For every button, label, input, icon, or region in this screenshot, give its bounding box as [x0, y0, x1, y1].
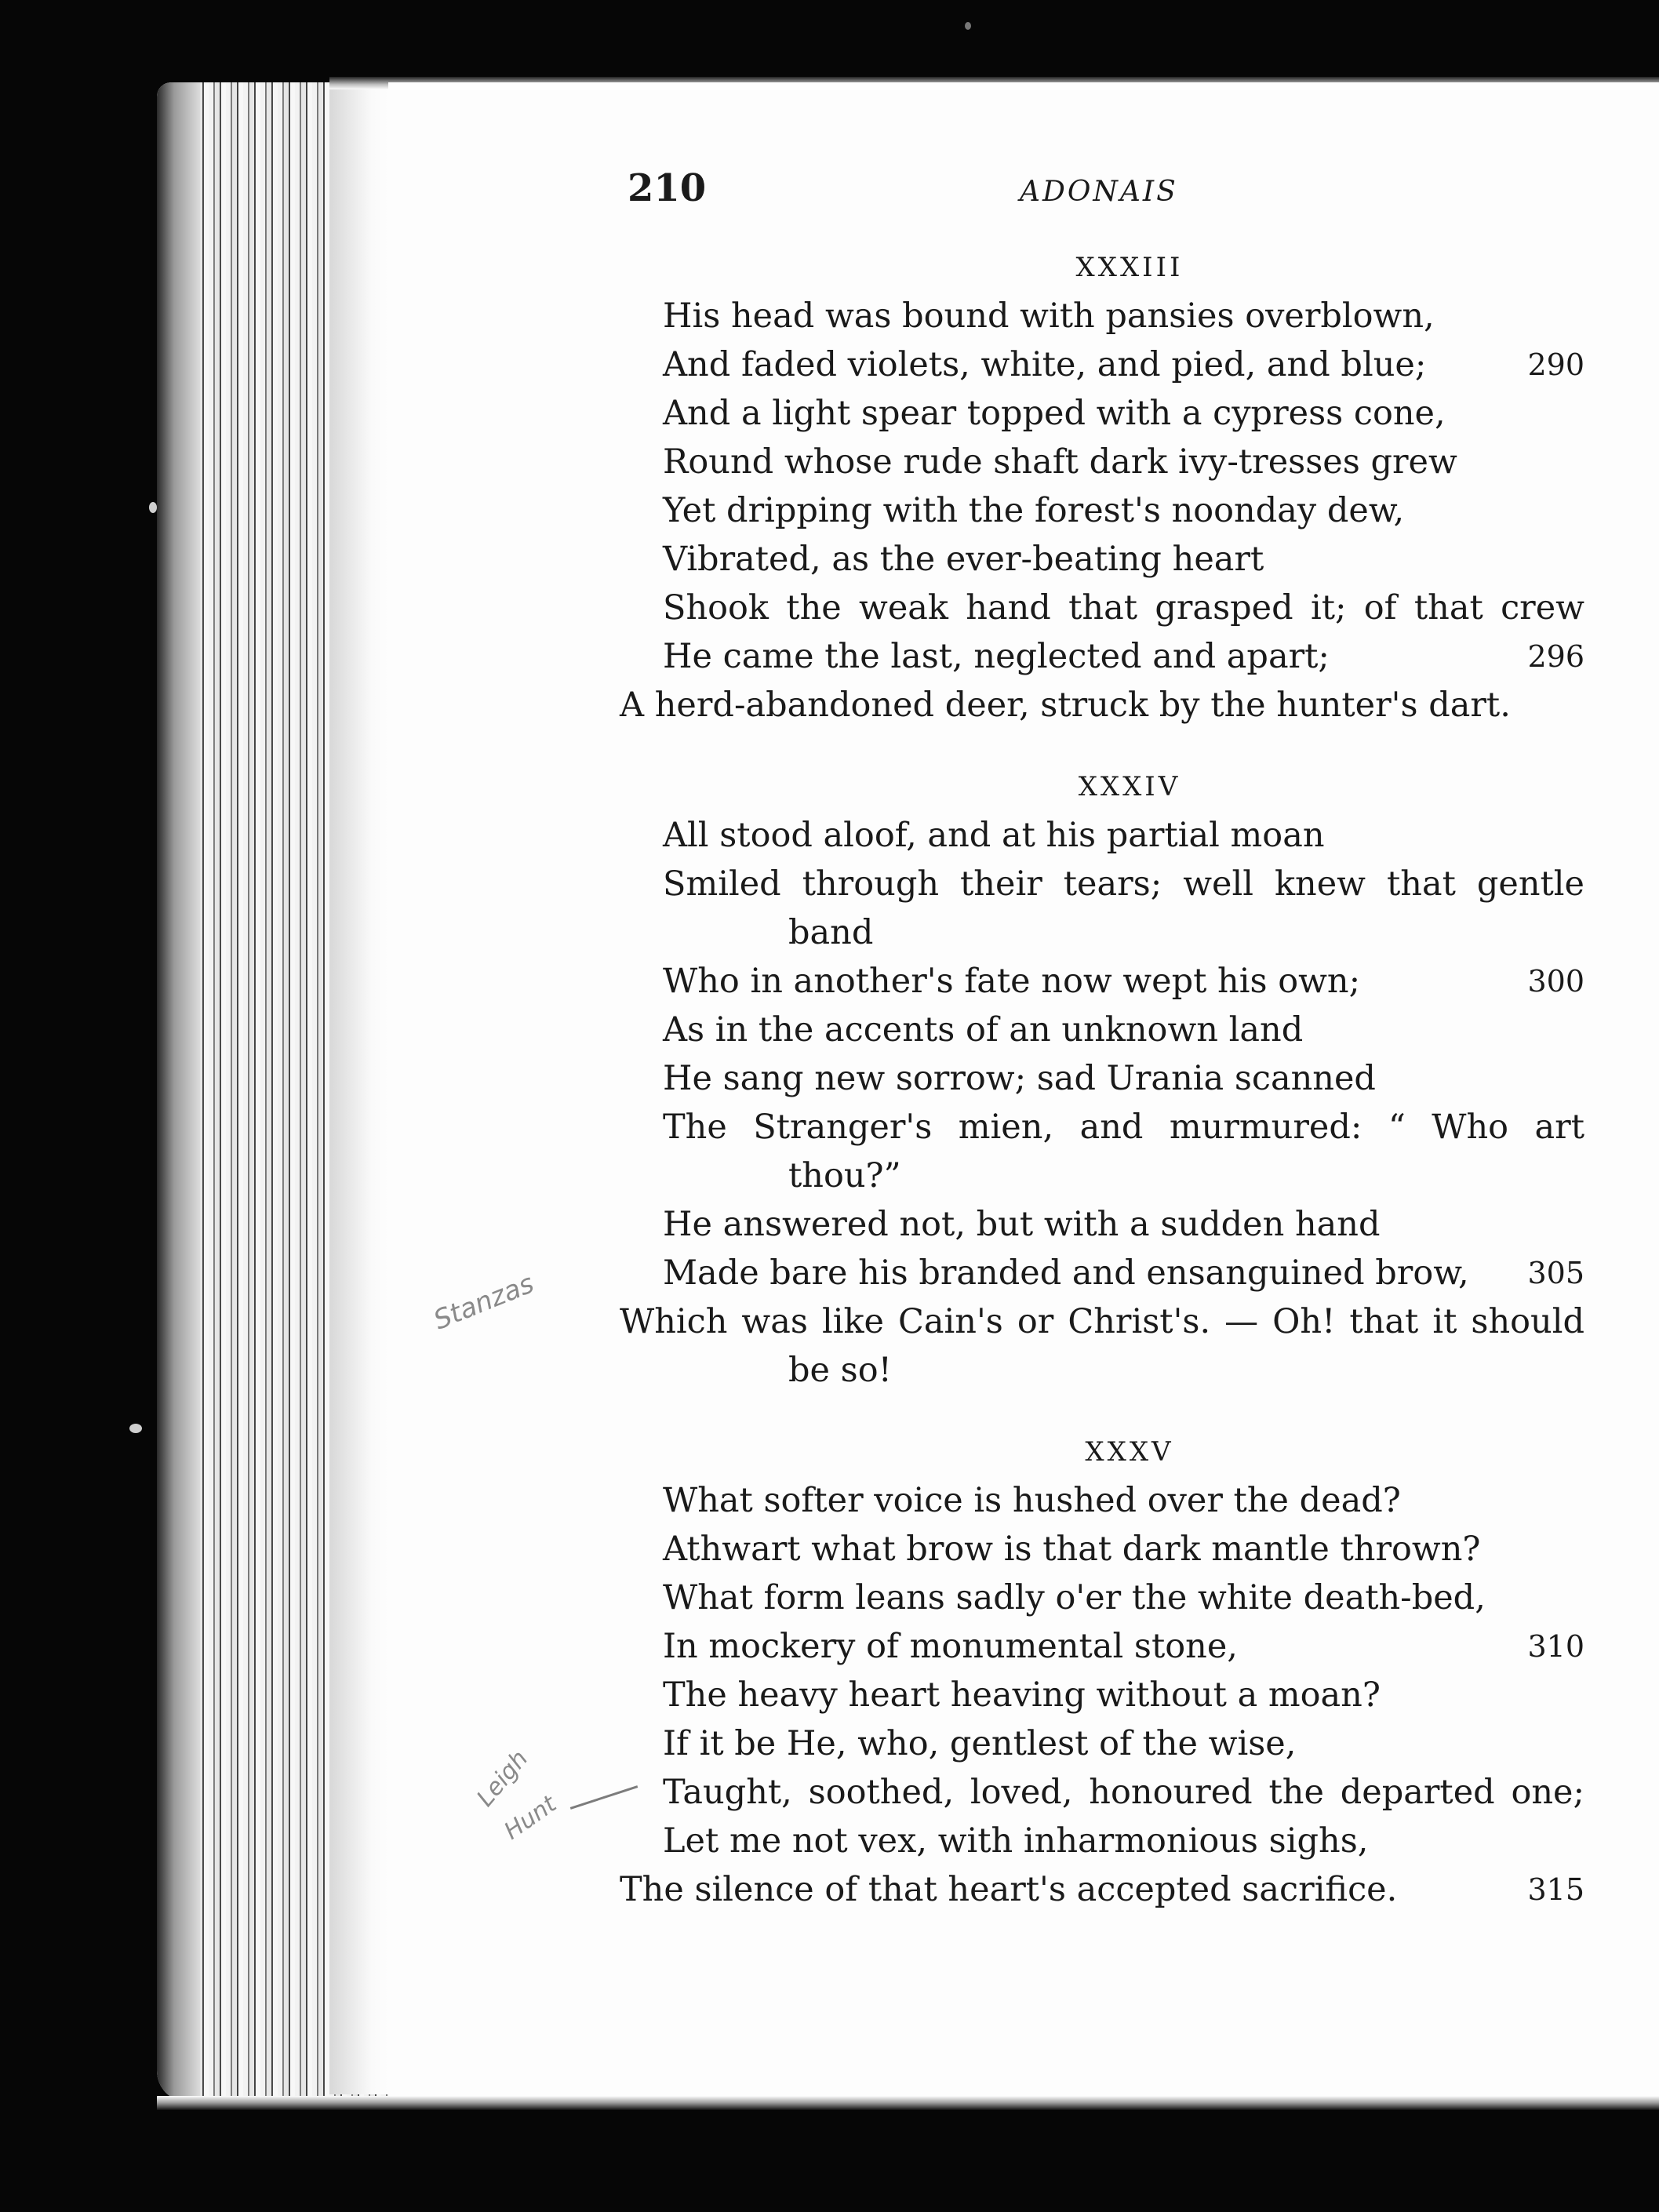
verse-text: Vibrated, as the ever-beating heart	[663, 540, 1264, 579]
scan-speck	[965, 22, 971, 30]
verse-line	[620, 1054, 1584, 1103]
verse-text: Made bare his branded and ensanguined brow,	[663, 1253, 1469, 1293]
line-number: 315	[1527, 1872, 1584, 1907]
verse-text: All stood aloof, and at his partial moan	[663, 816, 1325, 855]
verse-line	[620, 1719, 1584, 1768]
stanza	[620, 1428, 1584, 1914]
verse-text: The Stranger's mien, and murmured: “ Who art	[663, 1108, 1584, 1147]
verse-text: His head was bound with pansies overblown,	[663, 297, 1435, 336]
verse-text: He sang new sorrow; sad Urania scanned	[663, 1059, 1376, 1098]
verse-line	[620, 1865, 1584, 1914]
verse-line	[620, 1525, 1584, 1574]
verse-text: He answered not, but with a sudden hand	[663, 1205, 1381, 1244]
verse-text: What form leans sadly o'er the white death-bed,	[663, 1578, 1486, 1617]
verse-line	[620, 340, 1584, 389]
verse-text: Taught, soothed, loved, honoured the departed one;	[663, 1773, 1584, 1812]
verse-line	[620, 1574, 1584, 1622]
verse-line	[620, 389, 1584, 438]
verse-line	[620, 681, 1584, 729]
verse-text: What softer voice is hushed over the dead?	[663, 1481, 1401, 1520]
verse-text: Shook the weak hand that grasped it; of that crew	[663, 588, 1584, 628]
page-bottom-edge	[157, 2096, 1659, 2110]
verse-line	[620, 908, 1584, 957]
verse-line	[620, 292, 1584, 340]
verse-text: In mockery of monumental stone,	[663, 1627, 1238, 1666]
stanza-number: XXXIV	[1078, 771, 1181, 802]
verse-text: Who in another's fate now wept his own;	[663, 962, 1361, 1001]
verse-text: Smiled through their tears; well knew that gentle	[663, 864, 1584, 904]
verse-text: He came the last, neglected and apart;	[663, 637, 1330, 676]
verse-line	[620, 1249, 1584, 1297]
verse-line	[620, 1297, 1584, 1346]
verse-line	[620, 1622, 1584, 1671]
scan-speck	[129, 1424, 142, 1433]
verse-text: A herd-abandoned deer, struck by the hunter's dart.	[620, 686, 1511, 725]
handwritten-margin-note: Hunt	[499, 1790, 562, 1846]
verse-text: Round whose rude shaft dark ivy-tresses grew	[663, 442, 1457, 482]
verse-text: And faded violets, white, and pied, and blue;	[663, 345, 1427, 384]
verse-line	[620, 535, 1584, 584]
verse-text: Which was like Cain's or Christ's. — Oh! that it should	[620, 1302, 1584, 1341]
page-number: 210	[628, 166, 707, 210]
verse-line	[620, 1006, 1584, 1054]
verse-line	[620, 1476, 1584, 1525]
verse-text: And a light spear topped with a cypress cone,	[663, 394, 1446, 433]
line-number: 300	[1527, 964, 1584, 999]
handwritten-margin-note: Leigh	[471, 1745, 534, 1812]
handwritten-margin-note: Stanzas	[429, 1268, 539, 1337]
running-header	[628, 166, 1584, 221]
line-number: 296	[1527, 639, 1584, 674]
verse-line	[620, 438, 1584, 486]
verse-line	[620, 1346, 1584, 1395]
stanza-number: XXXIII	[1075, 252, 1184, 283]
line-number: 310	[1527, 1629, 1584, 1664]
line-number: 305	[1527, 1256, 1584, 1290]
verse-text: The heavy heart heaving without a moan?	[663, 1675, 1381, 1715]
verse-line	[620, 1200, 1584, 1249]
verse-line	[620, 1817, 1584, 1865]
stanza-number: XXXV	[1085, 1436, 1174, 1468]
verse-text: As in the accents of an unknown land	[663, 1010, 1304, 1050]
verse-line	[620, 1768, 1584, 1817]
verse-text: The silence of that heart's accepted sacrifice.	[620, 1870, 1398, 1909]
verse-line	[620, 632, 1584, 681]
verse-line	[620, 1151, 1584, 1200]
verse-text: If it be He, who, gentlest of the wise,	[663, 1724, 1297, 1763]
verse-line	[620, 1103, 1584, 1151]
verse-line	[620, 486, 1584, 535]
scan-speck	[149, 502, 157, 513]
verse-line	[620, 957, 1584, 1006]
stanza	[620, 243, 1584, 729]
verse-text: Athwart what brow is that dark mantle thrown?	[663, 1530, 1481, 1569]
running-title: ADONAIS	[1020, 176, 1178, 208]
verse-text: thou?”	[788, 1156, 901, 1195]
verse-text: Let me not vex, with inharmonious sighs,	[663, 1821, 1369, 1861]
verse-text: band	[788, 913, 874, 952]
line-number: 290	[1527, 347, 1584, 382]
verse-line	[620, 584, 1584, 632]
poem-text	[620, 243, 1584, 1947]
verse-line	[620, 1671, 1584, 1719]
verse-line	[620, 811, 1584, 860]
verse-text: Yet dripping with the forest's noonday dew,	[663, 491, 1405, 530]
verse-text: be so!	[788, 1351, 892, 1390]
stanza	[620, 762, 1584, 1395]
verse-line	[620, 860, 1584, 908]
